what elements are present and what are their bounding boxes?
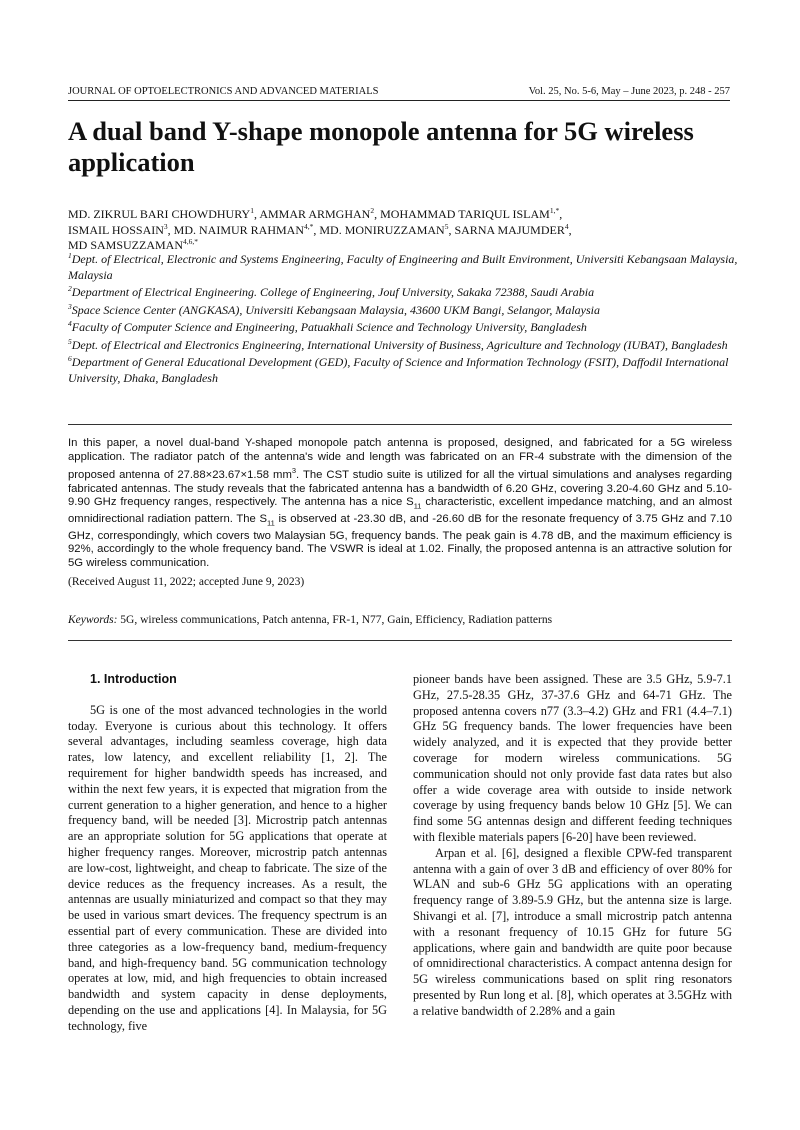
author-list: MD. ZIKRUL BARI CHOWDHURY$^1$, AMMAR ARMGHAN$^2$, MOHAMMAD TARIQUL $ISLAM^{1,*}$, ISMAIL HOSSAIN$^3$, MD. NAIMUR $RAHMAN^{4,*}$, MD. MONIRUZZAMAN$^5$, SARNA MAJUMDER$^4$, MD $SAMSUZZAMAN^{4,6,*}$ [68, 206, 572, 252]
abstract: In this paper, a novel dual-band Y-shaped monopole patch antenna is proposed, designed, and fabricated for a 5G wireless application. The radiator patch of the antenna's wide and length was fabricated on an FR-4 substrate with the dimension of the proposed antenna of 27.88×23.67×1.58 $mm^3$. The CST studio suite is utilized for all the virtual simulations and analyses regarding fabricated antennas. The study reveals that the fabricated antenna has a bandwidth of 6.20 GHz, covering 3.20-4.60 GHz and 5.10-9.90 GHz frequency ranges, respectively. The antenna has a nice $S_{11}$ characteristic, excellent impedance matching, and an almost omnidirectional radiation pattern. The $S_{11}$ is observed at -23.30 dB, and -26.60 dB for the resonate frequency of 3.75 GHz and 7.10 GHz, correspondingly, which covers two Malaysian 5G, frequency bands. The peak gain is 4.78 dB, and the maximum efficiency is 92%, accordingly to the whole frequency band. The VSWR is ideal at 1.02. Finally, the proposed antenna is an attractive solution for 5G wireless communication. [68, 437, 733, 570]
column-right [413, 672, 732, 1020]
affiliation: $^1$Dept. of Electrical, Electronic and Systems Engineering, Faculty of Engineering and Built Environment, Universiti Kebangsaan Malaysia, Malaysia [68, 251, 738, 282]
received-date: (Received August 11, 2022; accepted June 9, 2023) [68, 576, 305, 588]
affiliation-list [68, 252, 738, 388]
keywords-text: 5G, wireless communications, Patch antenna, FR-1, N77, Gain, Efficiency, Radiation patterns [117, 614, 553, 626]
affiliation: $^3$Space Science Center (ANGKASA), Universiti Kebangsaan Malaysia, 43600 UKM Bangi, Selangor, Malaysia [68, 301, 601, 317]
author: MD $SAMSUZZAMAN^{4,6,*}$ [68, 237, 199, 252]
keywords [68, 614, 732, 626]
body-paragraph: pioneer bands have been assigned. These are 3.5 GHz, 5.9-7.1 GHz, 27.5-28.35 GHz, 37-37.6 GHz and 64-71 GHz. The proposed antenna covers n77 (3.3–4.2) GHz and FR1 (4.4–7.1) GHz 5G frequency bands. The lower frequencies have been widely analyzed, and it is expected that they provide better coverage for modern wireless communications. 5G communication should not only provide fast data rates but also offer a wide coverage area with outside to inside network coverage by using frequency bands below 10 GHz [5]. We can find some 5G antennas design and different feeding techniques with flexible materials papers [6-20] have been reviewed. [413, 672, 732, 844]
author: MD. MONIRUZZAMAN$^5$ [319, 221, 449, 237]
author: MD. NAIMUR $RAHMAN^{4,*}$ [173, 221, 314, 237]
author: MOHAMMAD TARIQUL $ISLAM^{1,*}$ [380, 206, 560, 221]
author: AMMAR ARMGHAN$^2$ [259, 206, 375, 221]
author: MD. ZIKRUL BARI CHOWDHURY$^1$ [68, 206, 254, 221]
section-heading: 1. Introduction [90, 672, 177, 686]
affiliation: $^5$Dept. of Electrical and Electronics Engineering, International University of Business, Agriculture and Technology (IUBAT), Bangladesh [68, 336, 728, 352]
journal-name: JOURNAL OF OPTOELECTRONICS AND ADVANCED MATERIALS [68, 86, 379, 97]
author: SARNA MAJUMDER$^4$ [454, 221, 569, 237]
affiliation: $^4$Faculty of Computer Science and Engineering, Patuakhali Science and Technology University, Bangladesh [68, 319, 587, 334]
body-paragraph: 5G is one of the most advanced technologies in the world today. Everyone is curious about this technology. It offers several advantages, including seamless coverage, high data rates, low latency, and excellent reliability [1, 2]. The requirement for higher bandwidth speeds has increased, and within the next few years, it is expected that migration from the current generation to a higher generation, and hence to a higher frequency band, will be needed [3]. Microstrip patch antennas are an appropriate solution for 5G applications that operate at higher frequency ranges. Moreover, microstrip patch antennas are low-cost, lightweight, and cheap to fabricate. The size of the device reduces as the frequency increases. As a result, the antennas are usually miniaturized and compact so that they may be used in various smart devices. The frequency spectrum is an essential part of every communication. These are divided into three categories as a low-frequency band, medium-frequency band, and high-frequency band. 5G communication technology operates at low, mid, and high frequencies to obtain increased bandwidth and system capacity in dense deployments, depending on the use and applications [4]. In Malaysia, for 5G technology, five [68, 702, 387, 1033]
divider-top [68, 424, 732, 425]
keywords-label: Keywords: [68, 614, 118, 626]
divider-bottom [68, 640, 732, 641]
affiliation: $^6$Department of General Educational Development (GED), Faculty of Science and Information Technology (FSIT), Daffodil International University, Dhaka, Bangladesh [68, 354, 729, 385]
column-left [68, 672, 387, 1035]
body-paragraph: Arpan et al. [6], designed a flexible CPW-fed transparent antenna with a gain of over 3 dB and efficiency of over 80% for WLAN and sub-6 GHz 5G applications with an operating frequency range of 3.89-5.9 GHz, but the antenna size is large. Shivangi et al. [7], introduce a small microstrip patch antenna with a resonant frequency of 10.15 GHz for future 5G applications, where gain and bandwidth are quite poor because of omnidirectional characteristics. A compact antenna design for 5G wireless communications based on split ring resonators presented by Run long et al. [8], which operates at 3.5GHz with a relative bandwidth of 2.28% and a gain [413, 845, 732, 1018]
author: ISMAIL HOSSAIN$^3$ [68, 221, 168, 237]
running-head [68, 86, 730, 101]
paper-title: A dual band Y-shape monopole antenna for 5G wireless application [68, 116, 694, 177]
volume-info: Vol. 25, No. 5-6, May – June 2023, p. 248 - 257 [528, 86, 730, 97]
affiliation: $^2$Department of Electrical Engineering. College of Engineering, Jouf University, Sakaka 72388, Saudi Arabia [68, 284, 595, 299]
